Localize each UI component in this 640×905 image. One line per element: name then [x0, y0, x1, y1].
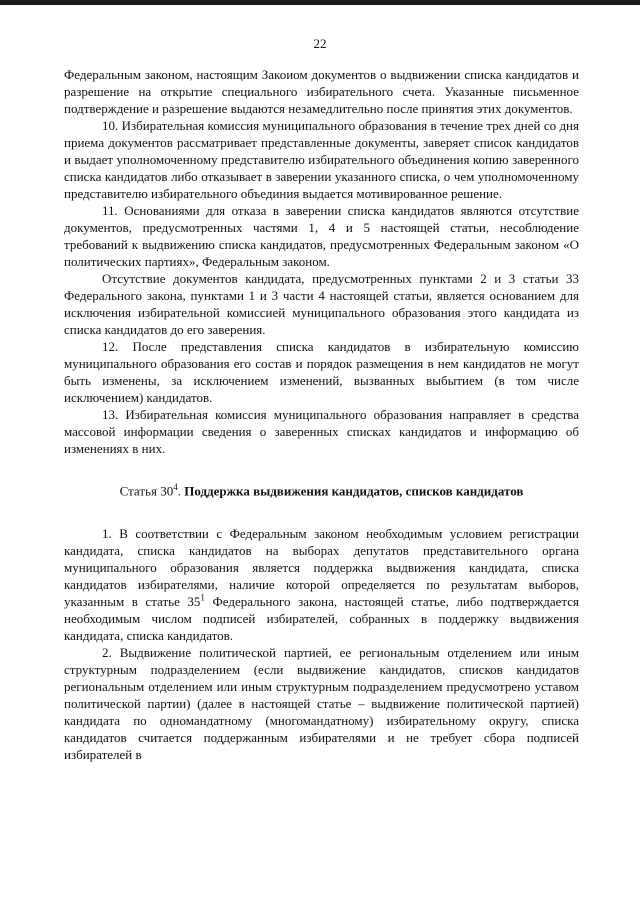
top-border-line — [0, 0, 640, 5]
article-title: Поддержка выдвижения кандидатов, списков кандидатов — [184, 483, 524, 499]
article-paragraph-2: 2. Выдвижение политической партией, ее региональным отделением или иным структурным подразделением (если выдвижение кандидатов, списков кандидатов региональным отделением или иным структурным подразделением предусмотрено уставом политической партии) (далее в настоящей статье – выдвижение политической партией) кандидата по одномандатному (многомандатному) избирательному округу, списка кандидатов считается поддержанным избирателями и не требует сбора подписей избирателей в — [64, 645, 579, 763]
paragraph-continuation: Федеральным законом, настоящим Закоиом документов о выдвижении списка кандидатов и разрешение на открытие специального избирательного счета. Указанные письменное подтверждение и разрешение выдаются незамедлительно после принятия этих документов. — [64, 67, 579, 116]
page-number: 22 — [313, 36, 327, 51]
article-heading — [64, 479, 579, 499]
article-paragraph-1-text: 1. В соответствии с Федеральным законом необходимым условием регистрации кандидата, списка кандидатов на выборах депутатов представительного органа муниципального образования является поддержка выдвижения кандидата, списка кандидатов избирателями, наличие которой определяется по результатам выборов, указанным в статье 35 — [64, 526, 579, 610]
paragraph-11: 11. Основаниями для отказа в заверении списка кандидатов являются отсутствие документов, предусмотренных частями 1, 4 и 5 настоящей статьи, несоблюдение требований к выдвижению списка кандидатов, предусмотренных Федеральным законом «О политических партиях», Федеральным законом. — [64, 203, 579, 269]
article-paragraph-1-superscript: 1 — [200, 593, 205, 603]
article-paragraph-1-text-end: Федерального закона, настоящей статье, либо подтверждается необходимым числом подписей избирателей, собранных в поддержку выдвижения кандидата, списка кандидатов. — [64, 594, 579, 644]
article-separator: . — [177, 483, 185, 499]
paragraph-10: 10. Избирательная комиссия муниципального образования в течение трех дней со дня приема документов рассматривает представленные документы, заверяет список кандидатов и выдает уполномоченному представителю избирательного объединения копию заверенного списка кандидатов либо отказывает в заверении указанного списка, о чем уполномоченному представителю избирательного объединия выдается мотивированное решение. — [64, 118, 579, 201]
document-body — [64, 66, 579, 763]
article-number: Статья 30 — [119, 483, 174, 499]
article-paragraph-1 — [64, 525, 579, 644]
article-number-superscript: 4 — [173, 482, 178, 492]
paragraph-13: 13. Избирательная комиссия муниципального образования направляет в средства массовой информации сведения о заверенных списках кандидатов и информацию об изменениях в них. — [64, 407, 579, 456]
paragraph-12: 12. После представления списка кандидатов в избирательную комиссию муниципального образования его состав и порядок размещения в нем кандидатов не могут быть изменены, за исключением изменений, вызванных выбытием (в том числе исключением) кандидатов. — [64, 339, 579, 405]
paragraph-11-continued: Отсутствие документов кандидата, предусмотренных пунктами 2 и 3 статьи 33 Федерального закона, пунктами 1 и 3 части 4 настоящей статьи, является основанием для исключения избирательной комиссией муниципального образования этого кандидата из списка кандидатов до его заверения. — [64, 271, 579, 337]
